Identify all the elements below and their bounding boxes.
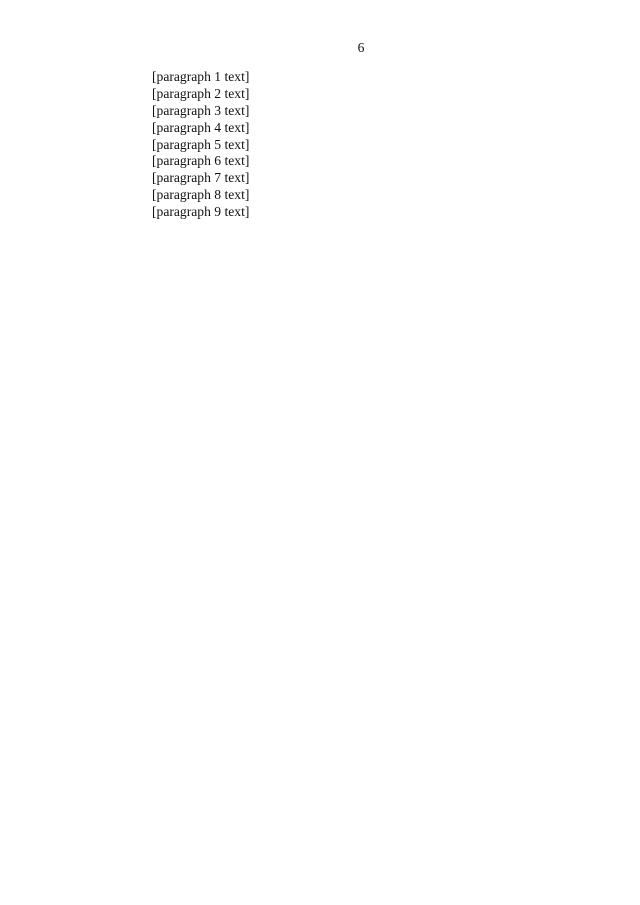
paragraph: [paragraph 5 text] [152,136,250,152]
page-number: 6 [357,40,365,55]
document-body [116,69,606,221]
paragraph: [paragraph 1 text] [152,68,250,84]
paragraph: [paragraph 9 text] [152,204,250,220]
paragraph: [paragraph 4 text] [152,119,250,135]
paragraph: [paragraph 7 text] [152,170,250,186]
paragraph: [paragraph 8 text] [152,187,250,203]
paragraph: [paragraph 6 text] [152,153,250,169]
paragraph: [paragraph 3 text] [152,102,250,118]
paragraph: [paragraph 2 text] [152,85,250,101]
